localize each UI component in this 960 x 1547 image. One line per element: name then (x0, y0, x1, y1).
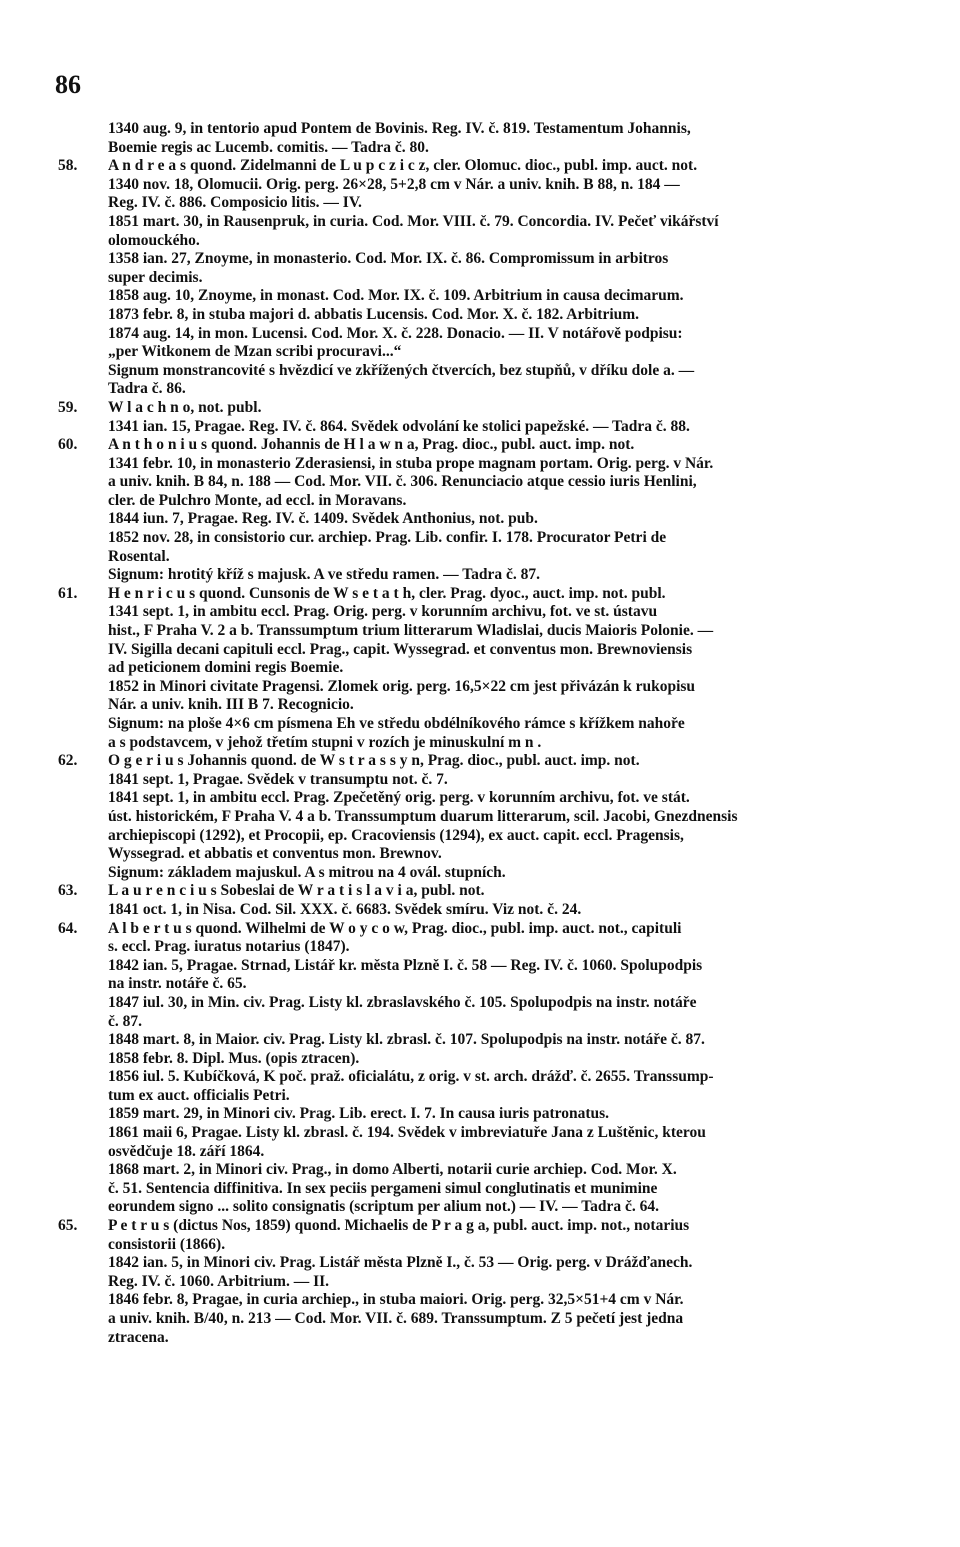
entry-line: A l b e r t u s quond. Wilhelmi de W o y c o w, Prag. dioc., publ. imp. auct. not., capituli (108, 919, 682, 937)
entry-line: na instr. notáře č. 65. (108, 975, 247, 993)
entry-line: č. 87. (108, 1012, 143, 1030)
entry-line: archiepiscopi (1292), et Procopii, ep. Cracoviensis (1294), ex auct. capit. eccl. Pragensis, (108, 826, 684, 844)
entry-number: 60. (58, 436, 78, 454)
entry-line: Signum: na ploše 4×6 cm písmena Eh ve středu obdélníkového rámce s křížkem nahoře (108, 715, 685, 732)
entry-line: tum ex auct. officialis Petri. (108, 1086, 290, 1104)
entry-line: 1358 ian. 27, Znoyme, in monasterio. Cod. Mor. IX. č. 86. Compromissum in arbitros (108, 250, 669, 268)
notary-entry (58, 752, 868, 882)
entry-line: IV. Sigilla decani capituli eccl. Prag., capit. Wyssegrad. et conventus mon. Brewnoviensis (108, 640, 693, 658)
entry-line: 1861 maii 6, Pragae. Listy kl. zbrasl. č. 194. Svědek v imbreviatuře Jana z Luštěnic, kterou (108, 1124, 706, 1142)
entry-line: super decimis. (108, 268, 203, 286)
entry-line: 1859 mart. 29, in Minori civ. Prag. Lib. erect. I. 7. In causa iuris patronatus. (108, 1105, 610, 1123)
entry-line: A n t h o n i u s quond. Johannis de H l a w n a, Prag. dioc., publ. auct. imp. not. (108, 436, 635, 454)
entry-number: 63. (58, 882, 78, 900)
entry-line: Reg. IV. č. 1060. Arbitrium. — II. (108, 1272, 330, 1290)
entry-number: 64. (58, 919, 78, 937)
entry-line: 1847 iul. 30, in Min. civ. Prag. Listy kl. zbraslavského č. 105. Spolupodpis na instr. notáře (108, 993, 697, 1011)
entry-line: 1868 mart. 2, in Minori civ. Prag., in domo Alberti, notarii curie archiep. Cod. Mor. X. (108, 1161, 677, 1179)
entry-line: olomouckého. (108, 231, 200, 249)
entry-line: a univ. knih. B/40, n. 213 — Cod. Mor. VII. č. 689. Transsumptum. Z 5 pečetí jest jedna (108, 1310, 684, 1327)
entry-line: 1841 sept. 1, Pragae. Svědek v transumptu not. č. 7. (108, 770, 448, 788)
entry-line: 1842 ian. 5, in Minori civ. Prag. Listář města Plzně I., č. 53 — Orig. perg. v Drážďanech. (108, 1254, 693, 1272)
entry-line: A n d r e a s quond. Zidelmanni de L u p c z i c z, cler. Olomuc. dioc., publ. imp. auct. not. (108, 157, 698, 175)
entry-line: 1856 iul. 5. Kubíčková, K poč. praž. oficialátu, z orig. v st. arch. drážď. č. 2655. Transsump- (108, 1068, 714, 1086)
entry-line: 1341 ian. 15, Pragae. Reg. IV. č. 864. Svědek odvolání ke stolici papežské. — Tadra č. 88. (108, 417, 690, 435)
entry-line: č. 51. Sentencia diffinitiva. In sex peciis pergameni simul conglutinatis et munimine (108, 1179, 658, 1197)
entry-line: 1341 sept. 1, in ambitu eccl. Prag. Orig. perg. v korunním archivu, fot. ve st. ústavu (108, 603, 658, 621)
entry-line: 1340 nov. 18, Olomucii. Orig. perg. 26×28, 5+2,8 cm v Nár. a univ. knih. B 88, n. 184 — (108, 175, 680, 193)
entry-line: Reg. IV. č. 886. Composicio litis. — IV. (108, 194, 362, 212)
entry-line: 1848 mart. 8, in Maior. civ. Prag. Listy kl. zbrasl. č. 107. Spolupodpis na instr. notáře č. 87. (108, 1031, 705, 1049)
entry-line: Rosental. (108, 547, 170, 565)
entry-line: 1851 mart. 30, in Rausenpruk, in curia. Cod. Mor. VIII. č. 79. Concordia. IV. Pečeť vikářství (108, 212, 719, 230)
entry-line: „per Witkonem de Mzan scribi procuravi...“ (108, 343, 402, 361)
notary-entry (108, 120, 868, 157)
entry-line: Signum: základem majuskul. A s mitrou na 4 ovál. stupních. (108, 863, 506, 881)
entry-line: Wyssegrad. et abbatis et conventus mon. Brewnov. (108, 845, 442, 863)
entry-number: 58. (58, 157, 78, 175)
entry-line: úst. historickém, F Praha V. 4 a b. Transsumptum duarum litterarum, scil. Jacobi, Gnezdnensis (108, 807, 738, 825)
page-number: 86 (55, 70, 81, 99)
entry-line: 1340 aug. 9, in tentorio apud Pontem de Bovinis. Reg. IV. č. 819. Testamentum Johannis, (108, 120, 691, 137)
entry-line: 1852 in Minori civitate Pragensi. Zlomek orig. perg. 16,5×22 cm jest přivázán k rukopisu (108, 677, 696, 695)
entry-line: W l a c h n o, not. publ. (108, 398, 262, 416)
entry-line: 1858 febr. 8. Dipl. Mus. (opis ztracen). (108, 1049, 360, 1067)
entry-number: 65. (58, 1217, 78, 1235)
entry-line: Tadra č. 86. (108, 380, 186, 398)
entry-line: hist., F Praha V. 2 a b. Transsumptum trium litterarum Wladislai, ducis Maioris Polonie. — (108, 622, 714, 640)
notary-entry (58, 584, 868, 752)
entry-line: eorundem signo ... solito consignatis (scriptum per alium not.) — IV. — Tadra č. 64. (108, 1198, 660, 1216)
entry-line: 1873 febr. 8, in stuba majori d. abbatis Lucensis. Cod. Mor. X. č. 182. Arbitrium. (108, 305, 640, 323)
entry-line: s. eccl. Prag. iuratus notarius (1847). (108, 938, 350, 956)
entry-line: O g e r i u s Johannis quond. de W s t r a s s y n, Prag. dioc., publ. auct. imp. not. (108, 752, 640, 770)
entry-line: consistorii (1866). (108, 1235, 226, 1253)
notary-entry (58, 398, 868, 436)
entry-line: 1874 aug. 14, in mon. Lucensi. Cod. Mor. X. č. 228. Donacio. — II. V notářově podpisu: (108, 324, 683, 342)
entry-number: 62. (58, 752, 78, 770)
entry-line: P e t r u s (dictus Nos, 1859) quond. Michaelis de P r a g a, publ. auct. imp. not., notarius (108, 1217, 690, 1235)
entry-line: 1842 ian. 5, Pragae. Strnad, Listář kr. města Plzně I. č. 58 — Reg. IV. č. 1060. Spolupodpis (108, 956, 703, 974)
entry-line: osvědčuje 18. září 1864. (108, 1142, 265, 1160)
entry-number: 59. (58, 398, 78, 416)
entry-line: Nár. a univ. knih. III B 7. Recognicio. (108, 696, 354, 714)
entry-line: a univ. knih. B 84, n. 188 — Cod. Mor. VII. č. 306. Renunciacio atque cessio iuris Henlini, (108, 473, 697, 491)
entry-line: 1844 iun. 7, Pragae. Reg. IV. č. 1409. Svědek Anthonius, not. pub. (108, 510, 538, 528)
entry-line: 1841 oct. 1, in Nisa. Cod. Sil. XXX. č. 6683. Svědek smíru. Viz not. č. 24. (108, 900, 582, 918)
notary-entry (58, 919, 868, 1218)
entry-line: 1852 nov. 28, in consistorio cur. archiep. Prag. Lib. confir. I. 178. Procurator Petri de (108, 529, 667, 547)
entry-line: L a u r e n c i u s Sobeslai de W r a t i s l a v i a, publ. not. (108, 882, 485, 900)
entry-line: ad peticionem domini regis Boemie. (108, 659, 344, 677)
entry-line: Signum monstrancovité s hvězdicí ve zkřížených čtvercích, bez stupňů, v dříku dole a. — (108, 361, 695, 379)
entry-line: ztracena. (108, 1328, 169, 1346)
notary-entry (58, 1217, 868, 1347)
notary-entry (58, 882, 868, 919)
entry-number: 61. (58, 584, 78, 602)
entry-line: H e n r i c u s quond. Cunsonis de W s e t a t h, cler. Prag. dyoc., auct. imp. not. publ. (108, 584, 666, 602)
entry-line: Signum: hrotitý kříž s majusk. A ve středu ramen. — Tadra č. 87. (108, 566, 541, 584)
entry-line: 1841 sept. 1, in ambitu eccl. Prag. Zpečetěný orig. perg. v korunním archivu, fot. ve stát. (108, 789, 690, 807)
entry-line: 1858 aug. 10, Znoyme, in monast. Cod. Mor. IX. č. 109. Arbitrium in causa decimarum. (108, 287, 684, 305)
entry-line: 1341 febr. 10, in monasterio Zderasiensi, in stuba prope magnam portam. Orig. perg. v Nár. (108, 454, 714, 472)
notary-entry (58, 436, 868, 585)
document-body (58, 120, 868, 1347)
entry-line: a s podstavcem, v jehož třetím stupni v rozích je minuskulní m n . (108, 733, 542, 751)
entry-line: cler. de Pulchro Monte, ad eccl. in Moravans. (108, 491, 407, 509)
entry-line: 1846 febr. 8, Pragae, in curia archiep., in stuba maiori. Orig. perg. 32,5×51+4 cm v Nár. (108, 1291, 684, 1309)
notary-entry (58, 157, 868, 399)
entry-line: Boemie regis ac Lucemb. comitis. — Tadra č. 80. (108, 138, 429, 156)
